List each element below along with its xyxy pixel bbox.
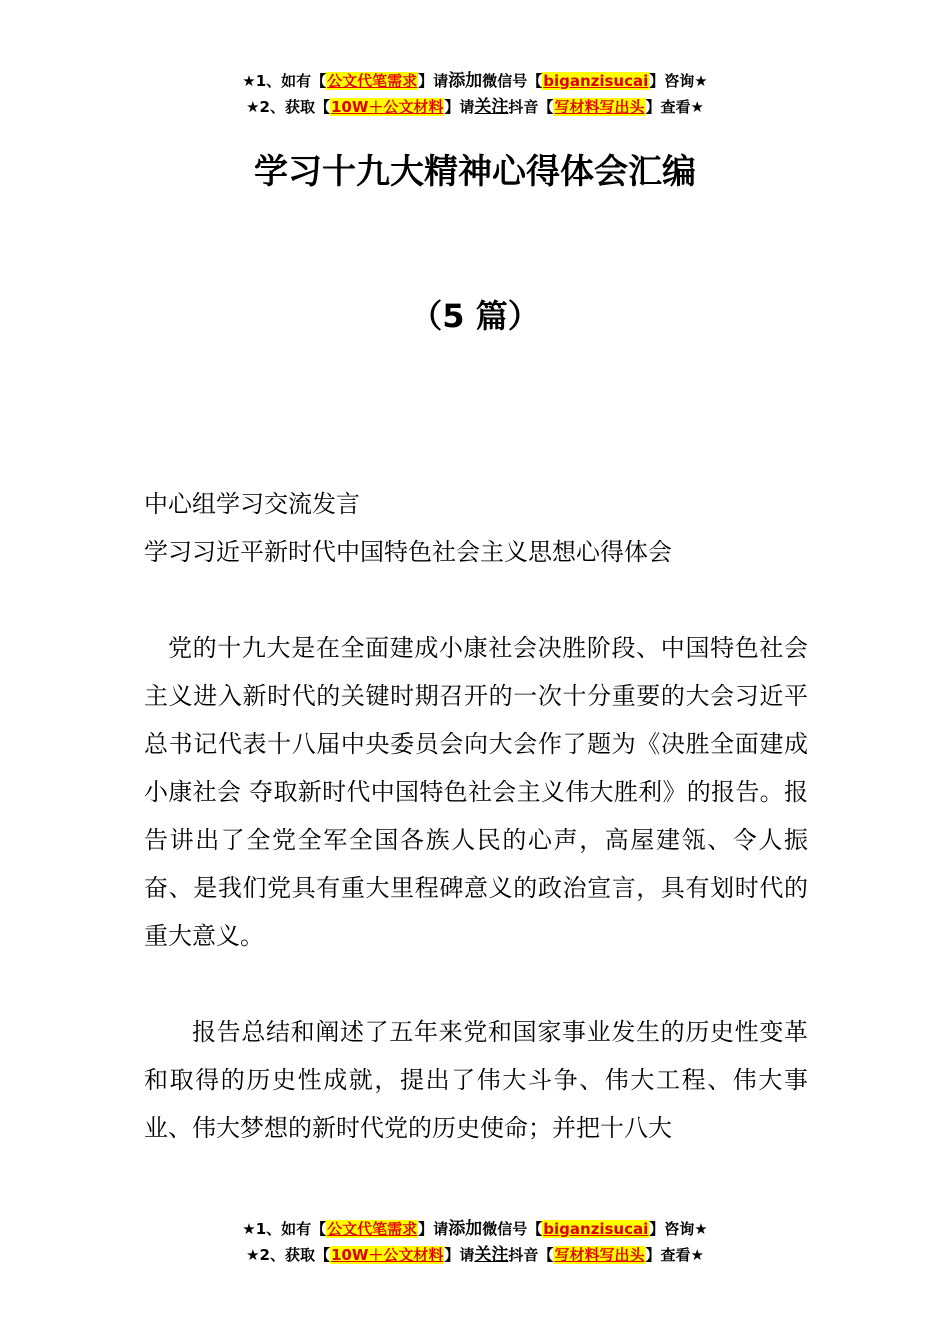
- paragraph-1: 党的十九大是在全面建成小康社会决胜阶段、中国特色社会主义进入新时代的关键时期召开的一次十分重要的大会习近平总书记代表十八届中央委员会向大会作了题为《决胜全面建成小康社会 夺取新时代中国特色社会主义伟大胜利》的报告。报告讲出了全党全军全国各族人民的心声，高屋建瓴、令人振奋、是我们党具有重大里程碑意义的政治宣言，具有划时代的重大意义。: [144, 634, 808, 950]
- spacer: [144, 960, 808, 1008]
- header-ad: [0, 68, 950, 120]
- document-title: 学习十九大精神心得体会汇编: [254, 152, 696, 192]
- header-ad-line-1: ★1、如有【公文代笔需求】请添加微信号【biganzisucai】咨询★: [242, 71, 708, 91]
- highlight-service: 公文代笔需求: [327, 1220, 418, 1238]
- highlight-wechat-id: biganzisucai: [543, 1220, 649, 1238]
- document-subtitle: （5 篇）: [410, 297, 540, 335]
- section-subheading: 学习习近平新时代中国特色社会主义思想心得体会: [144, 538, 672, 566]
- highlight-materials: 10W＋公文材料: [330, 98, 444, 116]
- footer-ad-line-2: ★2、获取【10W＋公文材料】请关注抖音【写材料写出头】查看★: [246, 1245, 704, 1265]
- paragraph-2: 报告总结和阐述了五年来党和国家事业发生的历史性变革和取得的历史性成就，提出了伟大斗争、伟大工程、伟大事业、伟大梦想的新时代党的历史使命；并把十八大: [144, 1018, 808, 1142]
- header-ad-line-2: ★2、获取【10W＋公文材料】请关注抖音【写材料写出头】查看★: [246, 97, 704, 117]
- highlight-wechat-id: biganzisucai: [543, 72, 649, 90]
- footer-ad: [0, 1216, 950, 1268]
- highlight-service: 公文代笔需求: [327, 72, 418, 90]
- highlight-douyin-account: 写材料写出头: [554, 98, 645, 116]
- footer-ad-line-1: ★1、如有【公文代笔需求】请添加微信号【biganzisucai】咨询★: [242, 1219, 708, 1239]
- highlight-materials: 10W＋公文材料: [330, 1246, 444, 1264]
- document-body: [144, 480, 808, 1152]
- highlight-douyin-account: 写材料写出头: [554, 1246, 645, 1264]
- spacer: [144, 576, 808, 624]
- section-heading: 中心组学习交流发言: [144, 490, 360, 518]
